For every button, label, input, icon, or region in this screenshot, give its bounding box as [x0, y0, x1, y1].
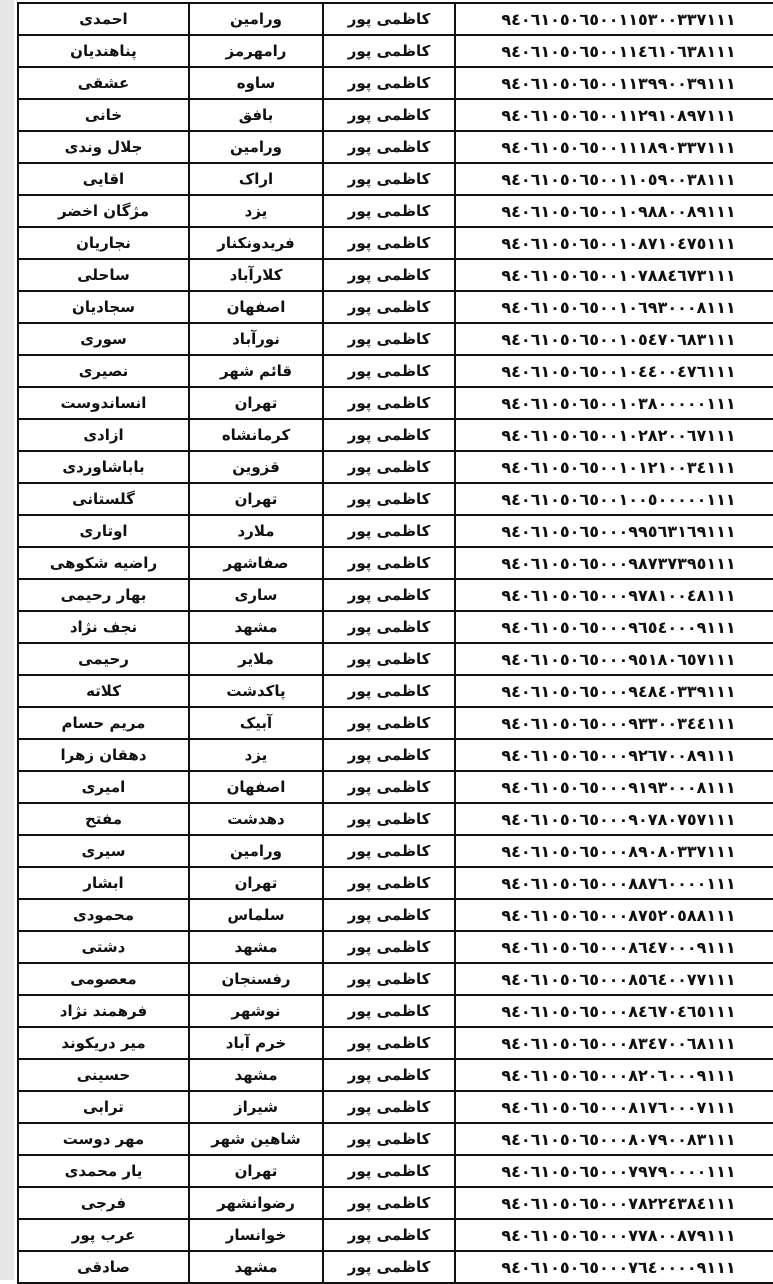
name-cell: محمودی [18, 899, 189, 931]
name-cell: بهار رحیمی [18, 579, 189, 611]
city-cell: تهران [189, 867, 323, 899]
code-cell: ۹٤۰٦۱۰٥۰٦٥۰۰۰۹٦٥٤۰۰۰۹۱۱۱ [455, 611, 773, 643]
table-row [18, 131, 773, 163]
city-cell: سلماس [189, 899, 323, 931]
code-cell: ۹٤۰٦۱۰٥۰٦٥۰۰۰۸٦٤۷۰۰۰۹۱۱۱ [455, 931, 773, 963]
city-cell: ورامین [189, 3, 323, 35]
code-cell: ۹٤۰٦۱۰٥۰٦٥۰۰۰۹۷۸۱۰۰٤۸۱۱۱ [455, 579, 773, 611]
city-cell: کرمانشاه [189, 419, 323, 451]
city-cell: شاهین شهر [189, 1123, 323, 1155]
family-cell: کاظمی پور [323, 1219, 455, 1251]
family-cell: کاظمی پور [323, 419, 455, 451]
name-cell: احمدی [18, 3, 189, 35]
name-cell: مهر دوست [18, 1123, 189, 1155]
family-cell: کاظمی پور [323, 291, 455, 323]
family-cell: کاظمی پور [323, 483, 455, 515]
table-row [18, 99, 773, 131]
city-cell: فریدونکنار [189, 227, 323, 259]
city-cell: رامهرمز [189, 35, 323, 67]
name-cell: ساحلی [18, 259, 189, 291]
city-cell: ملارد [189, 515, 323, 547]
city-cell: نورآباد [189, 323, 323, 355]
name-cell: نصیری [18, 355, 189, 387]
table-row [18, 835, 773, 867]
name-cell: امیری [18, 771, 189, 803]
family-cell: کاظمی پور [323, 995, 455, 1027]
name-cell: رحیمی [18, 643, 189, 675]
table-row [18, 1123, 773, 1155]
table-row [18, 1027, 773, 1059]
family-cell: کاظمی پور [323, 515, 455, 547]
code-cell: ۹٤۰٦۱۰٥۰٦٥۰۰۰۸۳٤۷۰۰٦۸۱۱۱ [455, 1027, 773, 1059]
family-cell: کاظمی پور [323, 867, 455, 899]
city-cell: تهران [189, 387, 323, 419]
city-cell: پاکدشت [189, 675, 323, 707]
code-cell: ۹٤۰٦۱۰٥۰٦٥۰۰۱۰۸۷۱۰٤۷٥۱۱۱ [455, 227, 773, 259]
name-cell: سجادیان [18, 291, 189, 323]
family-cell: کاظمی پور [323, 35, 455, 67]
code-cell: ۹٤۰٦۱۰٥۰٦٥۰۰۱۱۲۹۱۰۸۹۷۱۱۱ [455, 99, 773, 131]
name-cell: یار محمدی [18, 1155, 189, 1187]
city-cell: بافق [189, 99, 323, 131]
city-cell: مشهد [189, 611, 323, 643]
table-row [18, 451, 773, 483]
family-cell: کاظمی پور [323, 259, 455, 291]
name-cell: نجف نژاد [18, 611, 189, 643]
code-cell: ۹٤۰٦۱۰٥۰٦٥۰۰۰۸۲۰٦۰۰۰۹۱۱۱ [455, 1059, 773, 1091]
table-row [18, 1187, 773, 1219]
code-cell: ۹٤۰٦۱۰٥۰٦٥۰۰۰۸٥٦٤۰۰۷۷۱۱۱ [455, 963, 773, 995]
city-cell: مشهد [189, 1059, 323, 1091]
code-cell: ۹٤۰٦۱۰٥۰٦٥۰۰۰۷۹۷۹۰۰۰۰۱۱۱ [455, 1155, 773, 1187]
name-cell: مفتح [18, 803, 189, 835]
code-cell: ۹٤۰٦۱۰٥۰٦٥۰۰۱۰۰٥۰۰۰۰۰۱۱۱ [455, 483, 773, 515]
family-cell: کاظمی پور [323, 323, 455, 355]
city-cell: ملایر [189, 643, 323, 675]
code-cell: ۹٤۰٦۱۰٥۰٦٥۰۰۱۰۹۸۸۰۰۸۹۱۱۱ [455, 195, 773, 227]
code-cell: ۹٤۰٦۱۰٥۰٦٥۰۰۰۸٤٦۷۰٤٦٥۱۱۱ [455, 995, 773, 1027]
code-cell: ۹٤۰٦۱۰٥۰٦٥۰۰۱۰٤٤۰۰٤۷٦۱۱۱ [455, 355, 773, 387]
table-row [18, 643, 773, 675]
table-row [18, 323, 773, 355]
city-cell: ساوه [189, 67, 323, 99]
table-row [18, 1091, 773, 1123]
family-cell: کاظمی پور [323, 1059, 455, 1091]
family-cell: کاظمی پور [323, 931, 455, 963]
code-cell: ۹٤۰٦۱۰٥۰٦٥۰۰۰۷٦٤۰۰۰۰۹۱۱۱ [455, 1251, 773, 1283]
name-cell: گلستانی [18, 483, 189, 515]
city-cell: یزد [189, 739, 323, 771]
table-row [18, 931, 773, 963]
code-cell: ۹٤۰٦۱۰٥۰٦٥۰۰۰۹۲٦۷۰۰۸۹۱۱۱ [455, 739, 773, 771]
code-cell: ۹٤۰٦۱۰٥۰٦٥۰۰۰۹۳۳۰۰۳٤٤۱۱۱ [455, 707, 773, 739]
family-cell: کاظمی پور [323, 451, 455, 483]
table-row [18, 3, 773, 35]
table-row [18, 771, 773, 803]
table-row [18, 1251, 773, 1283]
table-row [18, 547, 773, 579]
city-cell: ورامین [189, 835, 323, 867]
table-row [18, 355, 773, 387]
family-cell: کاظمی پور [323, 1251, 455, 1283]
family-cell: کاظمی پور [323, 67, 455, 99]
name-cell: اوتاری [18, 515, 189, 547]
family-cell: کاظمی پور [323, 835, 455, 867]
table-row [18, 995, 773, 1027]
city-cell: رضوانشهر [189, 1187, 323, 1219]
name-cell: دهقان زهرا [18, 739, 189, 771]
family-cell: کاظمی پور [323, 1187, 455, 1219]
city-cell: آبیک [189, 707, 323, 739]
code-cell: ۹٤۰٦۱۰٥۰٦٥۰۰۰۸۸۷٦۰۰۰۰۱۱۱ [455, 867, 773, 899]
code-cell: ۹٤۰٦۱۰٥۰٦٥۰۰۰۹٤۸٤۰۳۳۹۱۱۱ [455, 675, 773, 707]
table-row [18, 259, 773, 291]
city-cell: تهران [189, 1155, 323, 1187]
name-cell: پناهندیان [18, 35, 189, 67]
city-cell: یزد [189, 195, 323, 227]
records-table-body [18, 3, 773, 1283]
family-cell: کاظمی پور [323, 1123, 455, 1155]
family-cell: کاظمی پور [323, 3, 455, 35]
family-cell: کاظمی پور [323, 227, 455, 259]
table-row [18, 195, 773, 227]
table-row [18, 611, 773, 643]
family-cell: کاظمی پور [323, 611, 455, 643]
code-cell: ۹٤۰٦۱۰٥۰٦٥۰۰۱۱٥۳۰۰۳۳۷۱۱۱ [455, 3, 773, 35]
city-cell: قائم شهر [189, 355, 323, 387]
code-cell: ۹٤۰٦۱۰٥۰٦٥۰۰۰۷۸۲۲٤۳۸٤۱۱۱ [455, 1187, 773, 1219]
family-cell: کاظمی پور [323, 675, 455, 707]
city-cell: شیراز [189, 1091, 323, 1123]
name-cell: فرجی [18, 1187, 189, 1219]
table-row [18, 579, 773, 611]
name-cell: مریم حسام [18, 707, 189, 739]
city-cell: قزوین [189, 451, 323, 483]
code-cell: ۹٤۰٦۱۰٥۰٦٥۰۰۱۱۰٥۹۰۰۳۸۱۱۱ [455, 163, 773, 195]
table-row [18, 899, 773, 931]
city-cell: ساری [189, 579, 323, 611]
table-row [18, 963, 773, 995]
family-cell: کاظمی پور [323, 963, 455, 995]
family-cell: کاظمی پور [323, 99, 455, 131]
family-cell: کاظمی پور [323, 771, 455, 803]
city-cell: ورامین [189, 131, 323, 163]
name-cell: راضیه شکوهی [18, 547, 189, 579]
family-cell: کاظمی پور [323, 643, 455, 675]
family-cell: کاظمی پور [323, 579, 455, 611]
table-row [18, 67, 773, 99]
table-row [18, 515, 773, 547]
table-row [18, 739, 773, 771]
table-row [18, 35, 773, 67]
family-cell: کاظمی پور [323, 803, 455, 835]
city-cell: اصفهان [189, 771, 323, 803]
page-left-margin [0, 0, 14, 1280]
table-row [18, 1155, 773, 1187]
code-cell: ۹٤۰٦۱۰٥۰٦٥۰۰۰۹۰۷۸۰۷٥۷۱۱۱ [455, 803, 773, 835]
city-cell: تهران [189, 483, 323, 515]
table-row [18, 227, 773, 259]
name-cell: صادقی [18, 1251, 189, 1283]
name-cell: عشقی [18, 67, 189, 99]
code-cell: ۹٤۰٦۱۰٥۰٦٥۰۰۱۰٥٤۷۰٦۸۳۱۱۱ [455, 323, 773, 355]
family-cell: کاظمی پور [323, 899, 455, 931]
family-cell: کاظمی پور [323, 355, 455, 387]
name-cell: معصومی [18, 963, 189, 995]
code-cell: ۹٤۰٦۱۰٥۰٦٥۰۰۰۸۱۷٦۰۰۰۷۱۱۱ [455, 1091, 773, 1123]
table-row [18, 291, 773, 323]
name-cell: عرب پور [18, 1219, 189, 1251]
name-cell: حسینی [18, 1059, 189, 1091]
table-row [18, 1219, 773, 1251]
code-cell: ۹٤۰٦۱۰٥۰٦٥۰۰۱۰٦۹۳۰۰۰۸۱۱۱ [455, 291, 773, 323]
table-row [18, 803, 773, 835]
family-cell: کاظمی پور [323, 739, 455, 771]
code-cell: ۹٤۰٦۱۰٥۰٦٥۰۰۰۸۰۷۹۰۰۸۳۱۱۱ [455, 1123, 773, 1155]
name-cell: نجاریان [18, 227, 189, 259]
table-row [18, 163, 773, 195]
code-cell: ۹٤۰٦۱۰٥۰٦٥۰۰۱۱۱۸۹۰۳۳۷۱۱۱ [455, 131, 773, 163]
table-row [18, 483, 773, 515]
name-cell: انساندوست [18, 387, 189, 419]
table-row [18, 1059, 773, 1091]
code-cell: ۹٤۰٦۱۰٥۰٦٥۰۰۰۹۱۹۳۰۰۰۸۱۱۱ [455, 771, 773, 803]
name-cell: جلال وندی [18, 131, 189, 163]
code-cell: ۹٤۰٦۱۰٥۰٦٥۰۰۱۰۲۸۲۰۰٦۷۱۱۱ [455, 419, 773, 451]
name-cell: فرهمند نژاد [18, 995, 189, 1027]
table-row [18, 419, 773, 451]
code-cell: ۹٤۰٦۱۰٥۰٦٥۰۰۱۰۷۸۸٤٦۷۳۱۱۱ [455, 259, 773, 291]
name-cell: ابشار [18, 867, 189, 899]
city-cell: خرم آباد [189, 1027, 323, 1059]
city-cell: رفسنجان [189, 963, 323, 995]
code-cell: ۹٤۰٦۱۰٥۰٦٥۰۰۱۰۱۲۱۰۰۳٤۱۱۱ [455, 451, 773, 483]
name-cell: خانی [18, 99, 189, 131]
family-cell: کاظمی پور [323, 1091, 455, 1123]
family-cell: کاظمی پور [323, 1027, 455, 1059]
table-row [18, 675, 773, 707]
name-cell: میر دریکوند [18, 1027, 189, 1059]
city-cell: نوشهر [189, 995, 323, 1027]
code-cell: ۹٤۰٦۱۰٥۰٦٥۰۰۰۹۹٥٦۳۱٦۹۱۱۱ [455, 515, 773, 547]
family-cell: کاظمی پور [323, 131, 455, 163]
name-cell: باباشاوردی [18, 451, 189, 483]
family-cell: کاظمی پور [323, 387, 455, 419]
code-cell: ۹٤۰٦۱۰٥۰٦٥۰۰۰۸۹۰۸۰۳۳۷۱۱۱ [455, 835, 773, 867]
table-row [18, 867, 773, 899]
name-cell: مژگان اخضر [18, 195, 189, 227]
code-cell: ۹٤۰٦۱۰٥۰٦٥۰۰۰۹٥۱۸۰٦٥۷۱۱۱ [455, 643, 773, 675]
city-cell: صفاشهر [189, 547, 323, 579]
table-row [18, 387, 773, 419]
family-cell: کاظمی پور [323, 195, 455, 227]
city-cell: دهدشت [189, 803, 323, 835]
city-cell: مشهد [189, 931, 323, 963]
code-cell: ۹٤۰٦۱۰٥۰٦٥۰۰۱۱۳۹۹۰۰۳۹۱۱۱ [455, 67, 773, 99]
name-cell: دشتی [18, 931, 189, 963]
family-cell: کاظمی پور [323, 547, 455, 579]
city-cell: اراک [189, 163, 323, 195]
city-cell: اصفهان [189, 291, 323, 323]
family-cell: کاظمی پور [323, 1155, 455, 1187]
records-table [17, 2, 773, 1284]
code-cell: ۹٤۰٦۱۰٥۰٦٥۰۰۰۸۷٥۲۰٥۸۸۱۱۱ [455, 899, 773, 931]
name-cell: اقایی [18, 163, 189, 195]
family-cell: کاظمی پور [323, 163, 455, 195]
code-cell: ۹٤۰٦۱۰٥۰٦٥۰۰۱۰۳۸۰۰۰۰۰۱۱۱ [455, 387, 773, 419]
city-cell: کلارآباد [189, 259, 323, 291]
name-cell: ترابی [18, 1091, 189, 1123]
family-cell: کاظمی پور [323, 707, 455, 739]
code-cell: ۹٤۰٦۱۰٥۰٦٥۰۰۱۱٤٦۱۰٦۳۸۱۱۱ [455, 35, 773, 67]
city-cell: خوانسار [189, 1219, 323, 1251]
code-cell: ۹٤۰٦۱۰٥۰٦٥۰۰۰۹۸۷۳۷۳۹٥۱۱۱ [455, 547, 773, 579]
name-cell: سیری [18, 835, 189, 867]
name-cell: ازادی [18, 419, 189, 451]
code-cell: ۹٤۰٦۱۰٥۰٦٥۰۰۰۷۷۸۰۰۸۷۹۱۱۱ [455, 1219, 773, 1251]
name-cell: سوری [18, 323, 189, 355]
table-row [18, 707, 773, 739]
name-cell: کلاته [18, 675, 189, 707]
city-cell: مشهد [189, 1251, 323, 1283]
